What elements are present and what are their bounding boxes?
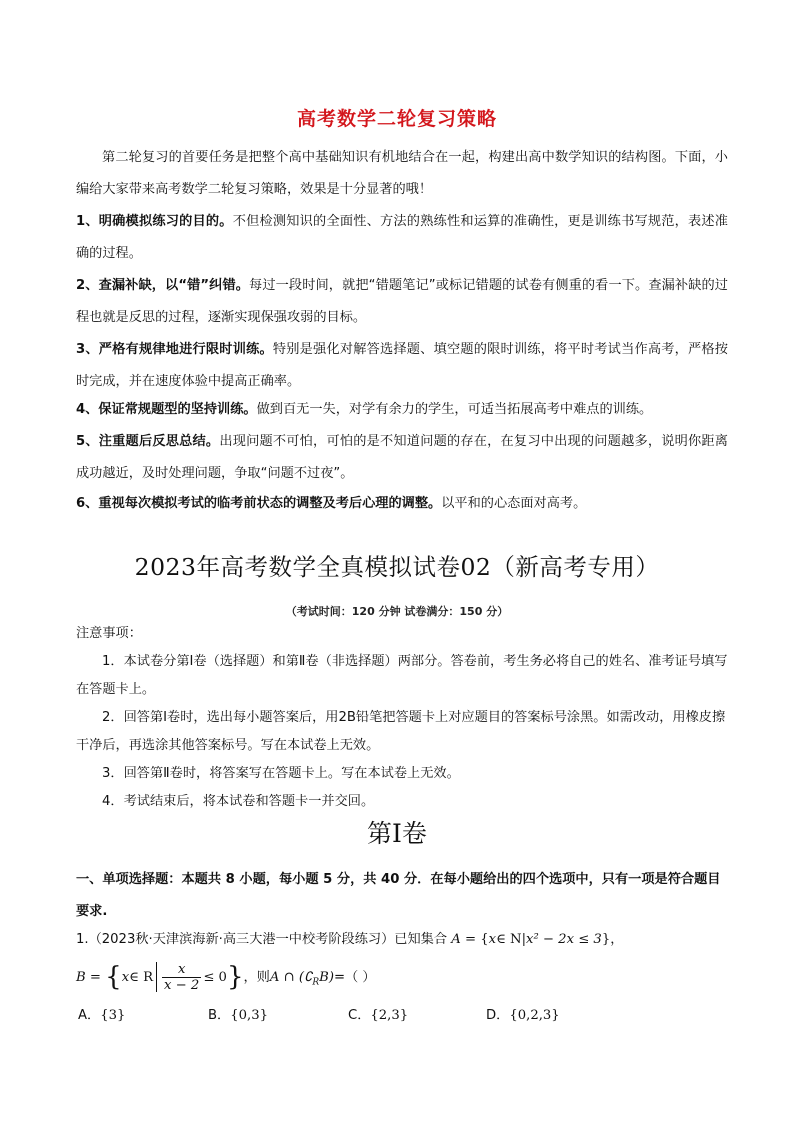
- complement-subscript: R: [312, 977, 320, 988]
- note-item: 4．考试结束后，将本试卷和答题卡一并交回。: [102, 794, 375, 809]
- strategy-item-head: 3、严格有规律地进行限时训练。: [76, 342, 273, 357]
- note-item: 3．回答第Ⅱ卷时，将答案写在答题卡上。写在本试卷上无效。: [102, 766, 460, 781]
- strategy-item-body: 每过一段时间，就把“错题笔记”或标记错题的试卷有侧重的看一下。查漏补缺的过程也就是反思的过程，逐渐实现保强攻弱的目标。: [76, 278, 728, 325]
- set-a-var: x: [488, 932, 497, 947]
- option-a[interactable]: [78, 1004, 125, 1023]
- left-brace-icon: {: [480, 932, 489, 947]
- strategy-item-head: 2、查漏补缺，以“错”纠错。: [76, 278, 250, 293]
- option-c[interactable]: [348, 1004, 408, 1023]
- strategy-item-body: 做到百无一失，对学有余力的学生，可适当拓展高考中难点的训练。: [256, 402, 653, 417]
- option-label: C．: [348, 1008, 371, 1023]
- part-title: 第Ⅰ卷: [367, 819, 427, 848]
- right-brace-icon: }: [601, 932, 611, 947]
- strategy-item-4: [76, 394, 728, 426]
- strategy-item-body: 以平和的心态面对高考。: [441, 496, 587, 511]
- option-value: {0,2,3}: [509, 1008, 560, 1023]
- right-brace-icon: }: [226, 962, 244, 992]
- strategy-item-head: 5、注重题后反思总结。: [76, 434, 220, 449]
- option-label: A．: [78, 1008, 101, 1023]
- separator-comma: ，: [610, 932, 624, 947]
- question-1-line-2: [76, 960, 728, 994]
- exam-title: 2023年高考数学全真模拟试卷02（新高考专用）: [134, 553, 660, 581]
- fraction-denominator: x − 2: [164, 977, 200, 993]
- note-item: 1．本试卷分第Ⅰ卷（选择题）和第Ⅱ卷（非选择题）两部分。答卷前，考生务必将自己的姓名、准考证号填写在答题卡上。: [76, 654, 728, 697]
- option-value: {3}: [100, 1008, 126, 1023]
- set-b-equals: =: [89, 970, 101, 985]
- option-label: B．: [208, 1008, 231, 1023]
- set-a-name: A: [451, 932, 461, 947]
- exam-notes: [76, 620, 728, 816]
- set-bar-icon: |: [521, 932, 527, 947]
- strategy-item-body: 特别是强化对解答选择题、填空题的限时训练，将平时考试当作高考，严格按时完成，并在速度体验中提高正确率。: [76, 342, 728, 389]
- notes-label: 注意事项：: [76, 626, 142, 641]
- fraction: [162, 962, 201, 993]
- section-heading: 一、单项选择题：本题共 8 小题，每小题 5 分，共 40 分．在每小题给出的四个选项中，只有一项是符合题目要求.: [76, 872, 721, 919]
- option-b[interactable]: [208, 1004, 268, 1023]
- left-brace-icon: {: [105, 962, 122, 992]
- ask-expression-end: B): [319, 970, 334, 985]
- option-value: {0,3}: [230, 1008, 269, 1023]
- strategy-intro: 第二轮复习的首要任务是把整个高中基础知识有机地结合在一起，构建出高中数学知识的结构图。下面，小编给大家带来高考数学二轮复习策略，效果是十分显著的哦！: [76, 150, 728, 197]
- set-b-var: x: [121, 970, 130, 985]
- question-1-line-1: [76, 928, 728, 947]
- strategy-item-head: 6、重视每次模拟考试的临考前状态的调整及考后心理的调整。: [76, 496, 442, 511]
- set-a-domain: ∈ N: [496, 932, 522, 947]
- ask-expression: A ∩ (∁: [269, 970, 313, 985]
- strategy-title: 高考数学二轮复习策略: [296, 108, 497, 130]
- set-a-condition: x² − 2x ≤ 3: [526, 932, 602, 947]
- strategy-item-2: [76, 270, 728, 334]
- set-b-inequality: ≤ 0: [203, 970, 227, 985]
- set-b-name: B: [76, 970, 86, 985]
- strategy-item-head: 4、保证常规题型的坚持训练。: [76, 402, 257, 417]
- fraction-numerator: x: [162, 962, 201, 978]
- question-1-prefix: 1.（2023秋·天津滨海新·高三大港一中校考阶段练习）已知集合: [76, 932, 448, 947]
- option-d[interactable]: [486, 1004, 560, 1023]
- strategy-item-1: [76, 206, 728, 270]
- exam-meta: （考试时间：120 分钟 试卷满分：150 分）: [285, 605, 509, 618]
- strategy-item-3: [76, 334, 728, 398]
- question-ask-prefix: ，则: [243, 970, 270, 985]
- set-bar-icon: [156, 962, 157, 992]
- strategy-item-5: [76, 426, 728, 490]
- strategy-item-body: 出现问题不可怕，可怕的是不知道问题的存在，在复习中出现的问题越多，说明你距离成功越近，及时处理问题，争取“问题不过夜”。: [76, 434, 728, 481]
- option-value: {2,3}: [370, 1008, 409, 1023]
- set-a-equals: =: [464, 932, 477, 947]
- option-label: D．: [486, 1008, 510, 1023]
- strategy-item-6: [76, 488, 728, 520]
- strategy-item-body: 不但检测知识的全面性、方法的熟练性和运算的准确性，更是训练书写规范，表述准确的过程。: [76, 214, 728, 261]
- set-b-domain: ∈ R: [129, 970, 154, 985]
- note-item: 2．回答第Ⅰ卷时，选出每小题答案后，用2B铅笔把答题卡上对应题目的答案标号涂黑。如需改动，用橡皮擦干净后，再选涂其他答案标号。写在本试卷上无效。: [76, 710, 726, 753]
- strategy-item-head: 1、明确模拟练习的目的。: [76, 214, 233, 229]
- answer-blank: =（ ）: [334, 970, 376, 985]
